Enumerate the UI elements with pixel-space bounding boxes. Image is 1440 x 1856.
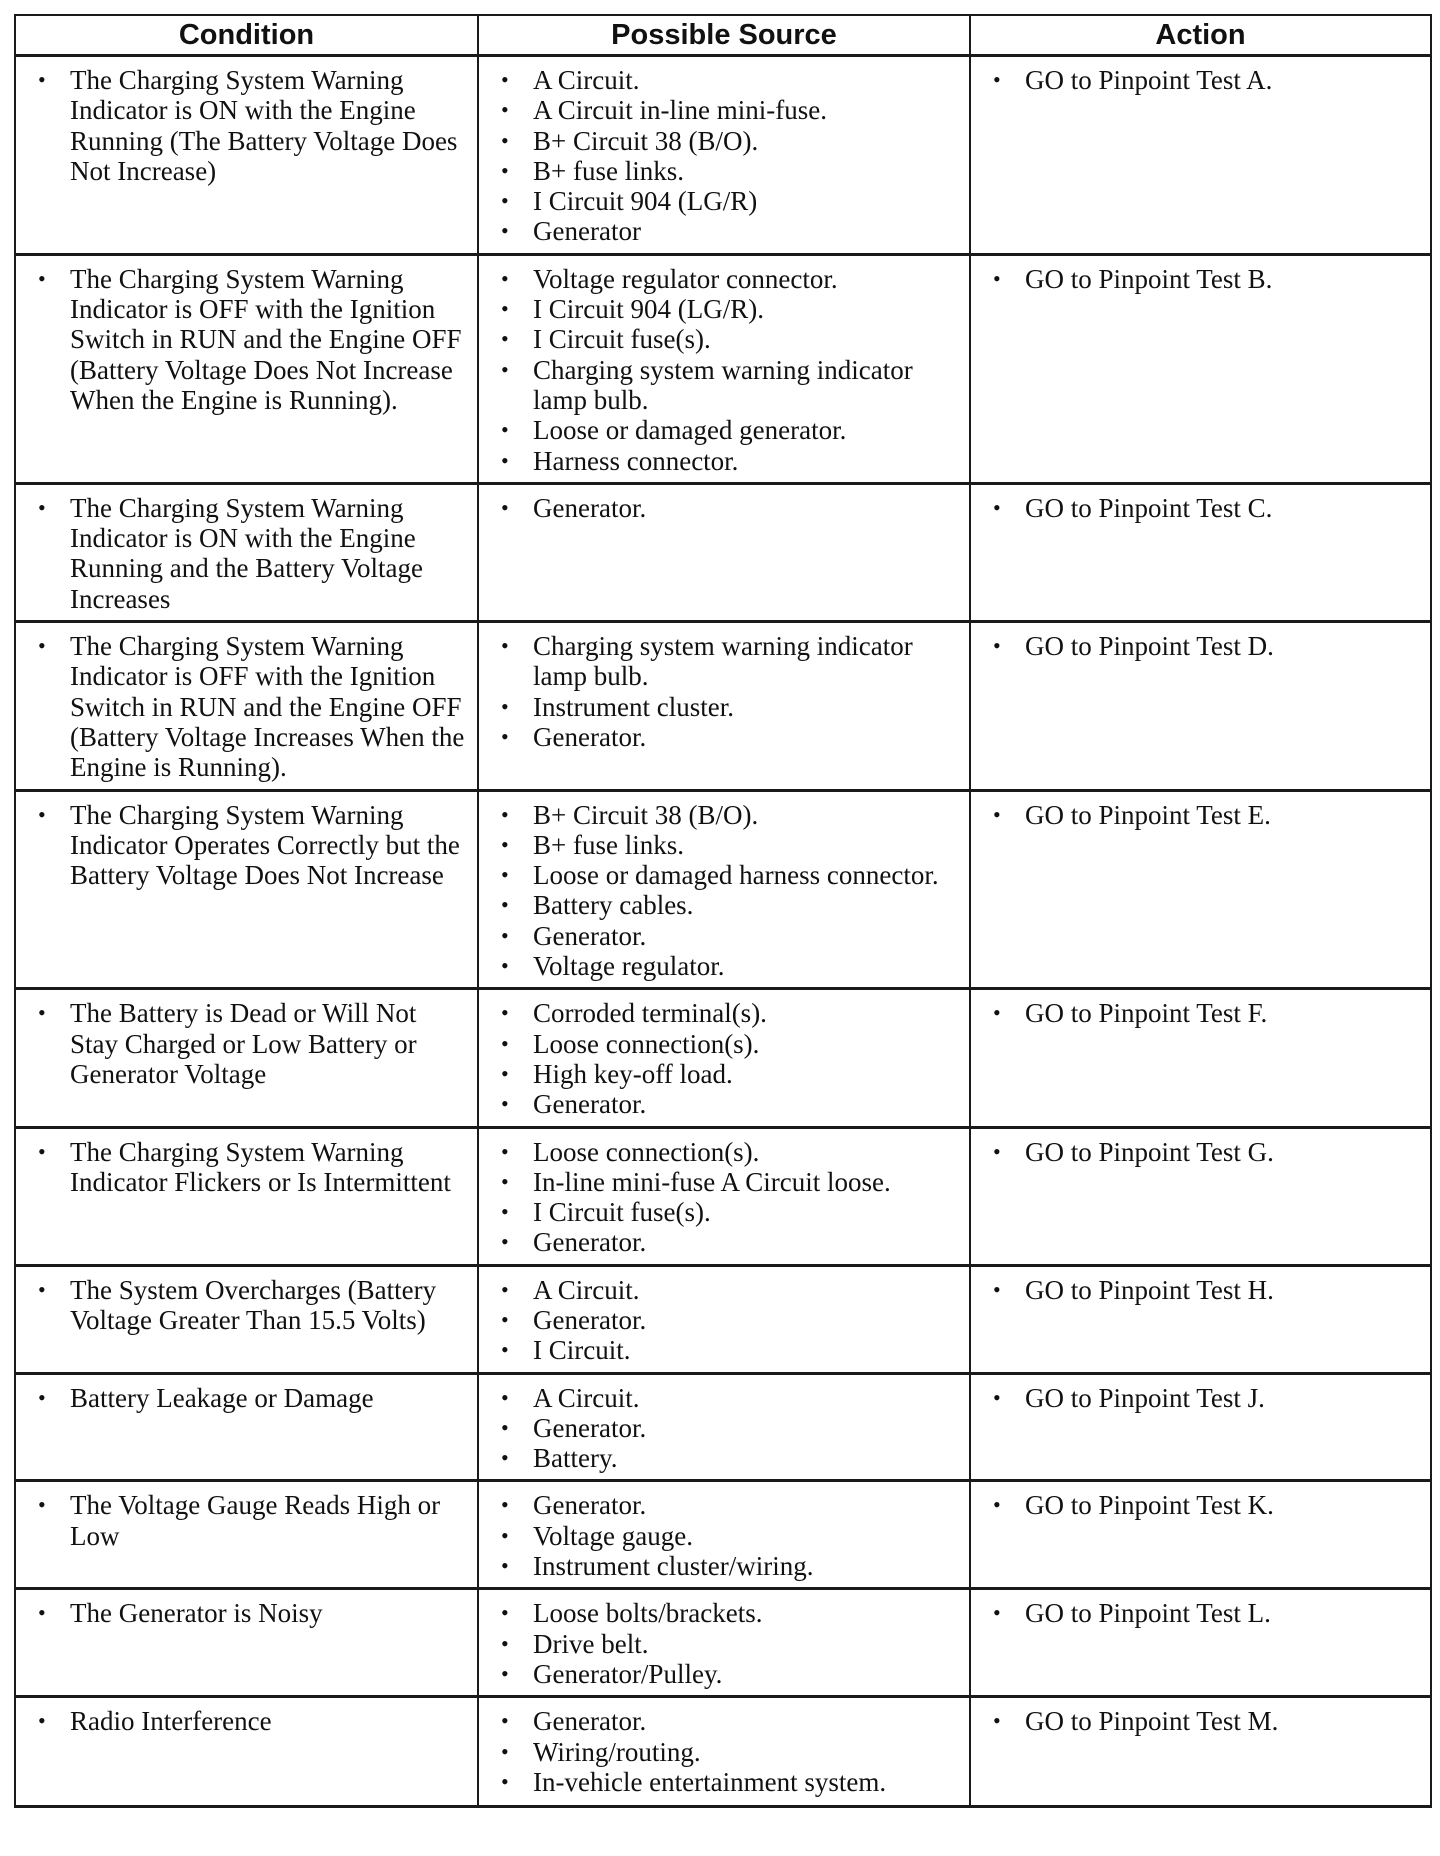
condition-text: • Radio Interference xyxy=(30,1706,467,1736)
header-action: Action xyxy=(970,15,1431,56)
condition-cell xyxy=(15,1697,478,1807)
condition-text: • The Charging System Warning Indicator is ON with the Engine Running (The Battery Voltage Does Not Increase) xyxy=(30,65,467,186)
table-row xyxy=(15,1127,1431,1265)
table-row xyxy=(15,483,1431,621)
possible-source-cell xyxy=(478,56,970,255)
possible-source-list xyxy=(493,1137,959,1258)
possible-source-item: • B+ Circuit 38 (B/O). xyxy=(493,126,959,156)
condition-text: • Battery Leakage or Damage xyxy=(30,1383,467,1413)
action-cell xyxy=(970,790,1431,989)
table-row xyxy=(15,1265,1431,1373)
condition-cell xyxy=(15,622,478,790)
condition-cell xyxy=(15,1481,478,1589)
action-text: • GO to Pinpoint Test H. xyxy=(985,1275,1420,1305)
possible-source-list xyxy=(493,1275,959,1366)
possible-source-cell xyxy=(478,622,970,790)
action-text: • GO to Pinpoint Test L. xyxy=(985,1598,1420,1628)
possible-source-item: • I Circuit fuse(s). xyxy=(493,1197,959,1227)
condition-cell xyxy=(15,790,478,989)
possible-source-cell xyxy=(478,1481,970,1589)
possible-source-item: • Corroded terminal(s). xyxy=(493,998,959,1028)
condition-cell xyxy=(15,989,478,1127)
possible-source-item: • Generator. xyxy=(493,1490,959,1520)
condition-text: • The Generator is Noisy xyxy=(30,1598,467,1628)
possible-source-item: • Voltage regulator. xyxy=(493,951,959,981)
possible-source-item: • A Circuit in-line mini-fuse. xyxy=(493,95,959,125)
possible-source-item: • Generator. xyxy=(493,1305,959,1335)
action-cell xyxy=(970,622,1431,790)
condition-cell xyxy=(15,1265,478,1373)
action-cell xyxy=(970,1127,1431,1265)
table-row xyxy=(15,989,1431,1127)
condition-text: • The Battery is Dead or Will Not Stay Charged or Low Battery or Generator Voltage xyxy=(30,998,467,1089)
possible-source-list xyxy=(493,631,959,752)
condition-text: • The Charging System Warning Indicator is ON with the Engine Running and the Battery Voltage Increases xyxy=(30,493,467,614)
table-row xyxy=(15,254,1431,483)
action-cell xyxy=(970,483,1431,621)
possible-source-cell xyxy=(478,1127,970,1265)
possible-source-item: • Generator. xyxy=(493,493,959,523)
table-row xyxy=(15,56,1431,255)
possible-source-item: • In-line mini-fuse A Circuit loose. xyxy=(493,1167,959,1197)
header-condition: Condition xyxy=(15,15,478,56)
possible-source-list xyxy=(493,1490,959,1581)
header-possible-source: Possible Source xyxy=(478,15,970,56)
table-row xyxy=(15,1481,1431,1589)
action-cell xyxy=(970,989,1431,1127)
possible-source-list xyxy=(493,1598,959,1689)
action-cell xyxy=(970,56,1431,255)
table-header-row xyxy=(15,15,1431,56)
possible-source-item: • Harness connector. xyxy=(493,446,959,476)
possible-source-list xyxy=(493,264,959,476)
possible-source-item: • A Circuit. xyxy=(493,1383,959,1413)
possible-source-item: • I Circuit 904 (LG/R) xyxy=(493,186,959,216)
possible-source-item: • Instrument cluster/wiring. xyxy=(493,1551,959,1581)
possible-source-item: • I Circuit fuse(s). xyxy=(493,324,959,354)
action-cell xyxy=(970,254,1431,483)
condition-cell xyxy=(15,1589,478,1697)
possible-source-item: • Battery. xyxy=(493,1443,959,1473)
possible-source-item: • A Circuit. xyxy=(493,1275,959,1305)
action-cell xyxy=(970,1481,1431,1589)
possible-source-item: • Voltage regulator connector. xyxy=(493,264,959,294)
action-text: • GO to Pinpoint Test E. xyxy=(985,800,1420,830)
possible-source-item: • Charging system warning indicator lamp bulb. xyxy=(493,355,959,416)
table-row xyxy=(15,790,1431,989)
possible-source-item: • I Circuit. xyxy=(493,1335,959,1365)
possible-source-item: • Battery cables. xyxy=(493,890,959,920)
possible-source-item: • A Circuit. xyxy=(493,65,959,95)
action-text: • GO to Pinpoint Test M. xyxy=(985,1706,1420,1736)
possible-source-item: • Generator. xyxy=(493,1089,959,1119)
possible-source-cell xyxy=(478,1265,970,1373)
possible-source-list xyxy=(493,1383,959,1474)
condition-cell xyxy=(15,254,478,483)
condition-text: • The System Overcharges (Battery Voltage Greater Than 15.5 Volts) xyxy=(30,1275,467,1336)
possible-source-item: • In-vehicle entertainment system. xyxy=(493,1767,959,1797)
possible-source-item: • Wiring/routing. xyxy=(493,1737,959,1767)
possible-source-cell xyxy=(478,254,970,483)
possible-source-item: • Drive belt. xyxy=(493,1629,959,1659)
possible-source-item: • Loose bolts/brackets. xyxy=(493,1598,959,1628)
possible-source-list xyxy=(493,493,959,523)
table-row xyxy=(15,622,1431,790)
condition-text: • The Voltage Gauge Reads High or Low xyxy=(30,1490,467,1551)
action-text: • GO to Pinpoint Test F. xyxy=(985,998,1420,1028)
condition-cell xyxy=(15,483,478,621)
possible-source-item: • Generator xyxy=(493,216,959,246)
possible-source-list xyxy=(493,800,959,982)
possible-source-item: • High key-off load. xyxy=(493,1059,959,1089)
table-row xyxy=(15,1589,1431,1697)
possible-source-list xyxy=(493,998,959,1119)
possible-source-list xyxy=(493,1706,959,1797)
possible-source-item: • Generator. xyxy=(493,1706,959,1736)
table-row xyxy=(15,1373,1431,1481)
possible-source-item: • Charging system warning indicator lamp bulb. xyxy=(493,631,959,692)
symptom-chart-table xyxy=(14,14,1432,1808)
possible-source-cell xyxy=(478,989,970,1127)
condition-cell xyxy=(15,1127,478,1265)
possible-source-item: • Instrument cluster. xyxy=(493,692,959,722)
condition-text: • The Charging System Warning Indicator is OFF with the Ignition Switch in RUN and the Engine OFF (Battery Voltage Increases When the Engine is Running). xyxy=(30,631,467,782)
possible-source-item: • Generator. xyxy=(493,1227,959,1257)
possible-source-item: • I Circuit 904 (LG/R). xyxy=(493,294,959,324)
action-cell xyxy=(970,1697,1431,1807)
action-text: • GO to Pinpoint Test D. xyxy=(985,631,1420,661)
possible-source-cell xyxy=(478,1697,970,1807)
action-text: • GO to Pinpoint Test C. xyxy=(985,493,1420,523)
condition-text: • The Charging System Warning Indicator is OFF with the Ignition Switch in RUN and the Engine OFF (Battery Voltage Does Not Increase When the Engine is Running). xyxy=(30,264,467,415)
possible-source-item: • Loose connection(s). xyxy=(493,1137,959,1167)
action-text: • GO to Pinpoint Test G. xyxy=(985,1137,1420,1167)
possible-source-item: • B+ Circuit 38 (B/O). xyxy=(493,800,959,830)
possible-source-item: • Generator. xyxy=(493,921,959,951)
possible-source-item: • Voltage gauge. xyxy=(493,1521,959,1551)
condition-text: • The Charging System Warning Indicator Flickers or Is Intermittent xyxy=(30,1137,467,1198)
condition-cell xyxy=(15,56,478,255)
possible-source-item: • Generator/Pulley. xyxy=(493,1659,959,1689)
possible-source-item: • Generator. xyxy=(493,1413,959,1443)
possible-source-cell xyxy=(478,1589,970,1697)
action-text: • GO to Pinpoint Test B. xyxy=(985,264,1420,294)
possible-source-list xyxy=(493,65,959,247)
condition-text: • The Charging System Warning Indicator Operates Correctly but the Battery Voltage Does Not Increase xyxy=(30,800,467,891)
possible-source-item: • Generator. xyxy=(493,722,959,752)
possible-source-item: • Loose or damaged generator. xyxy=(493,415,959,445)
action-text: • GO to Pinpoint Test A. xyxy=(985,65,1420,95)
possible-source-item: • B+ fuse links. xyxy=(493,830,959,860)
action-text: • GO to Pinpoint Test K. xyxy=(985,1490,1420,1520)
action-text: • GO to Pinpoint Test J. xyxy=(985,1383,1420,1413)
possible-source-item: • B+ fuse links. xyxy=(493,156,959,186)
possible-source-item: • Loose connection(s). xyxy=(493,1029,959,1059)
possible-source-cell xyxy=(478,1373,970,1481)
possible-source-item: • Loose or damaged harness connector. xyxy=(493,860,959,890)
table-row xyxy=(15,1697,1431,1807)
action-cell xyxy=(970,1373,1431,1481)
action-cell xyxy=(970,1265,1431,1373)
possible-source-cell xyxy=(478,790,970,989)
possible-source-cell xyxy=(478,483,970,621)
table-body xyxy=(15,56,1431,1807)
action-cell xyxy=(970,1589,1431,1697)
condition-cell xyxy=(15,1373,478,1481)
